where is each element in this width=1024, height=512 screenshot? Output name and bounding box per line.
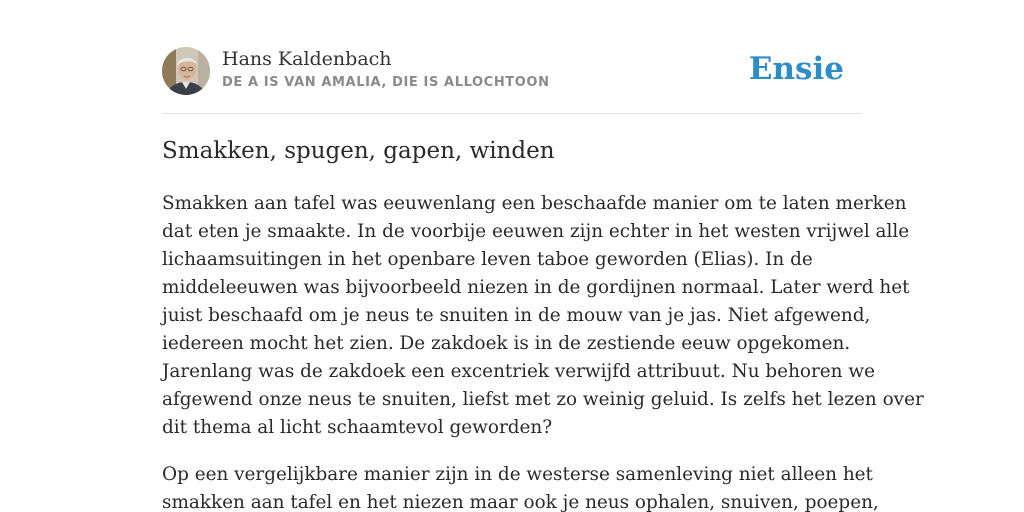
article-title: Smakken, spugen, gapen, winden [162,138,555,164]
text-line: dat eten je smaakte. In de voorbije eeuwen zijn echter in het westen vrijwel alle [162,221,910,242]
article-header [162,47,862,95]
text-line: afgewend onze neus te snuiten, liefst met zo weinig geluid. Is zelfs het lezen over [162,389,924,410]
author-name[interactable]: Hans Kaldenbach [222,48,392,70]
paragraph-2 [162,461,879,512]
author-subtitle: DE A IS VAN AMALIA, DIE IS ALLOCHTOON [222,75,550,90]
text-line: middeleeuwen was bijvoorbeeld niezen in de gordijnen normaal. Later werd het [162,277,910,298]
header-divider [162,113,862,114]
text-line: Op een vergelijkbare manier zijn in de westerse samenleving niet alleen het [162,464,873,485]
text-line: Smakken aan tafel was eeuwenlang een beschaafde manier om te laten merken [162,193,907,214]
brand-logo[interactable]: Ensie [748,51,844,87]
text-line: smakken aan tafel en het niezen maar ook je neus ophalen, snuiven, poepen, [162,492,879,512]
author-photo [162,47,210,95]
text-line: iedereen mocht het zien. De zakdoek is in de zestiende eeuw opgekomen. [162,333,851,354]
paragraph-1 [162,190,924,442]
text-line: juist beschaafd om je neus te snuiten in de mouw van je jas. Niet afgewend, [162,305,871,326]
author-avatar[interactable] [162,47,210,95]
text-line: lichaamsuitingen in het openbare leven taboe geworden (Elias). In de [162,249,813,270]
article-body [162,190,924,512]
text-line: dit thema al licht schaamtevol geworden? [162,417,553,438]
text-line: Jarenlang was de zakdoek een excentriek verwijfd attribuut. Nu behoren we [162,361,875,382]
